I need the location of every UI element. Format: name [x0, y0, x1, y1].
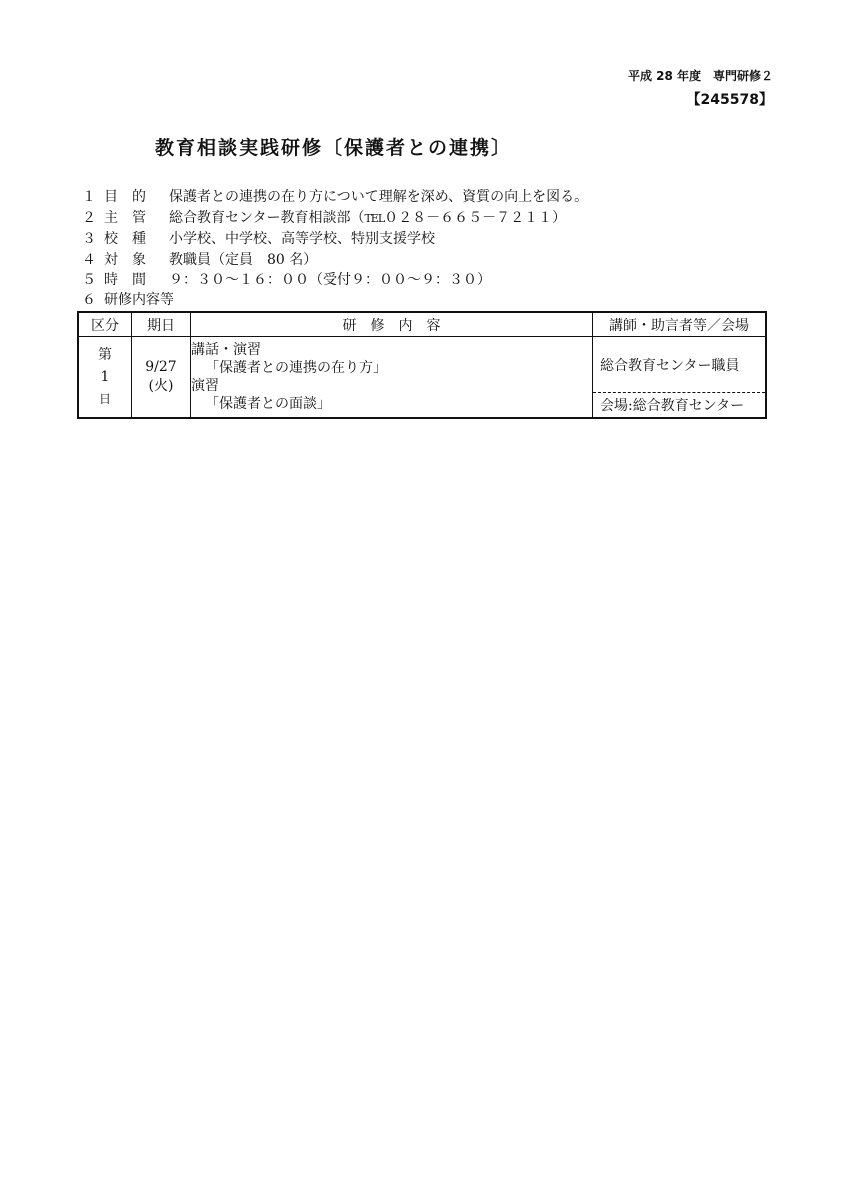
- date-value: 9/27: [145, 359, 177, 375]
- date-cell: [132, 337, 191, 419]
- item-label: 時 間: [104, 272, 146, 288]
- item-number: ２: [82, 210, 96, 226]
- schedule-table: [77, 311, 767, 419]
- item-value: 総合教育センター教育相談部（: [169, 210, 365, 226]
- item-value: 保護者との連携の在り方について理解を深め、資質の向上を図る。: [169, 189, 589, 205]
- item-organizer: [82, 208, 566, 229]
- item-time: [82, 270, 491, 290]
- item-label: 研修内容等: [104, 292, 174, 308]
- item-number: ５: [82, 272, 96, 288]
- item-school-type: [82, 229, 435, 249]
- item-content-heading: [82, 290, 174, 310]
- item-target: [82, 250, 317, 270]
- tel-number: ０２８－６６５－７２１１: [384, 210, 553, 226]
- content-line: 「保護者との連携の在り方」: [205, 360, 387, 376]
- kubun-top: 第: [98, 347, 112, 363]
- item-value: ９：３０～１６：００（受付９：００～９：３０）: [169, 272, 491, 288]
- instructor-cell: [593, 337, 767, 419]
- header-content: 研 修 内 容: [191, 312, 593, 337]
- kubun-bottom: 日: [98, 392, 111, 406]
- item-label: 校 種: [104, 231, 146, 247]
- table-header-row: [78, 312, 766, 337]
- item-label: 目 的: [104, 189, 146, 205]
- item-label: 対 象: [104, 252, 146, 268]
- kubun-number: 1: [100, 369, 110, 385]
- course-code: 【245578】: [686, 92, 773, 108]
- kubun-cell: [78, 337, 132, 419]
- item-value: 教職員（定員 80 名）: [169, 252, 318, 268]
- item-number: ３: [82, 231, 96, 247]
- weekday-value: (火): [148, 378, 174, 394]
- content-line: 「保護者との面談」: [205, 396, 331, 412]
- item-number: １: [82, 189, 96, 205]
- item-value: 小学校、中学校、高等学校、特別支援学校: [169, 231, 435, 247]
- year-program-label: 平成 28 年度 専門研修２: [627, 69, 773, 83]
- page-title: 教育相談実践研修〔保護者との連携〕: [155, 137, 513, 159]
- content-cell: [191, 337, 593, 419]
- instructor-value: 総合教育センター職員: [593, 337, 765, 393]
- item-number: ６: [82, 292, 96, 308]
- venue-value: 会場:総合教育センター: [600, 398, 745, 414]
- content-line: 演習: [191, 378, 219, 394]
- header-kubun: 区分: [78, 312, 132, 337]
- item-purpose: [82, 187, 588, 207]
- table-row: [78, 337, 766, 419]
- item-value-end: ）: [552, 210, 567, 226]
- header-instructor: 講師・助言者等／会場: [593, 312, 767, 337]
- tel-mark: TEL: [364, 212, 385, 225]
- item-label: 主 管: [104, 210, 146, 226]
- item-number: ４: [82, 252, 96, 268]
- content-line: 講話・演習: [191, 342, 261, 358]
- header-date: 期日: [132, 312, 191, 337]
